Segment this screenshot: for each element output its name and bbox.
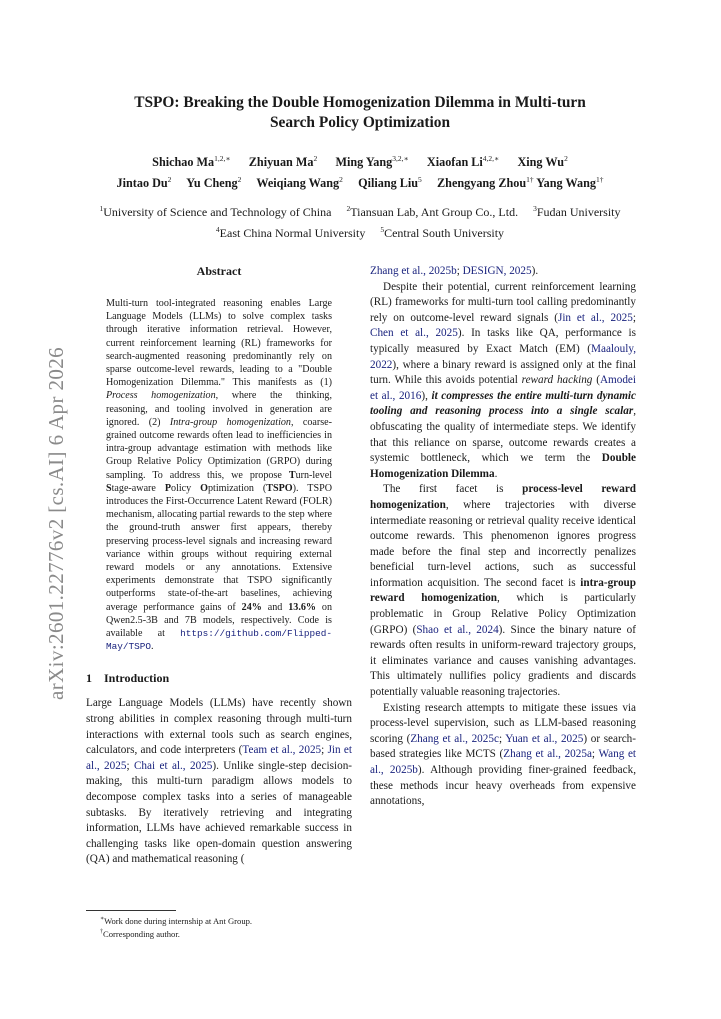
affiliation-name: Fudan University [536,205,621,219]
left-column [86,264,352,868]
author-name: Weiqiang Wang [256,176,340,191]
author-affiliation-mark: 2 [564,154,568,163]
author-affiliation-mark: 1,2,∗ [214,154,231,163]
author-affiliation-mark: 5 [418,175,422,185]
intro-paragraph-4: Existing research attempts to mitigate these issues via process-level supervision, such as LLM-based reasoning scoring (Zhang et al., 2025c; Yuan et al., 2025) or search-based strategies like MCTS (Zhang et al., 2025a; Wang et al., 2025b). Although providing finer-grained feedback, these methods incur heavy overheads from expensive annotations, [370,701,637,808]
citation-link[interactable]: Yuan et al., 2025 [505,732,584,745]
intro-paragraph-2: Despite their potential, current reinforcement learning (RL) frameworks for multi-turn tool calling predominantly rely on outcome-level reward signals (Jin et al., 2025; Chen et al., 2025). In tasks like QA, performance is typically measured by Exact Match (EM) (Maalouly, 2022), where a binary reward is assigned only at the final turn. While this avoids potential reward hacking (Amodei et al., 2016), it compresses the entire multi-turn dynamic tooling and reasoning process into a single scalar, obfuscating the quality of intermediate steps. We identify that this reliance on sparse, outcome rewards creates a systemic bottleneck, which we term the Double Homogenization Dilemma. [370,280,636,480]
footnote-2: †Corresponding author. [100,929,180,940]
affiliation-name: University of Science and Technology of China [103,205,332,219]
abstract-text: Multi-turn tool-integrated reasoning enables Large Language Models (LLMs) to solve complex tasks through iterative information retrieval. However, current reinforcement learning (RL) frameworks for search-augmented reasoning predominantly rely on sparse outcome-level rewards, leading to a "Double Homogenization Dilemma." This manifests as (1) Process homogenization, where the thinking, reasoning, and tooling involved in generation are ignored. (2) Intra-group homogenization, coarse-grained outcome rewards often lead to inefficiencies in intra-group advantage estimation with methods like Group Relative Policy Optimization (GRPO) during sampling. To address this, we propose Turn-level Stage-aware Policy Optimization (TSPO). TSPO introduces the First-Occurrence Latent Reward (FOLR) mechanism, allocating partial rewards to the step where the ground-truth answer first appears, thereby preserving process-level signals and increasing reward variance within groups without requiring external reward models or any annotations. Extensive experiments demonstrate that TSPO significantly outperforms state-of-the-art baselines, achieving average performance gains of 24% and 13.6% on Qwen2.5-3B and 7B models, respectively. Code is available at https://github.com/Flipped-May/TSPO. [106,298,332,653]
affiliation-name: East China Normal University [219,226,366,240]
affiliation-name: Tiansuan Lab, Ant Group Co., Ltd. [350,205,519,219]
affiliation-mark: 2 [346,204,351,213]
intro-paragraph-3: The first facet is process-level reward homogenization, where trajectories with diverse intermediate reasoning or retrieval quality receive identical outcome rewards. This phenomenon ignores progress made before the final step and incorrectly penalizes beneficial turn-level actions, such as successful information acquisition. The second facet is intra-group reward homogenization, which is particularly problematic in Group Relative Policy Optimization (GRPO) (Shao et al., 2024). Since the binary nature of rewards often results in uniform-reward trajectory groups, it eliminates variance and causes vanishing advantages. This ultimately nullifies policy gradients and discards potentially valuable reasoning trajectories. [370,483,637,699]
intro-paragraph-1-continued: Zhang et al., 2025b; DESIGN, 2025). [370,265,539,277]
author-name: Zhiyuan Ma [248,155,314,170]
citation-link[interactable]: Shao et al., 2024 [416,623,499,636]
affiliation-mark: 3 [533,204,537,213]
citation-link[interactable]: Team et al., 2025 [242,744,322,757]
citation-link[interactable]: Maalouly, 2022 [370,342,636,371]
arxiv-identifier[interactable]: arXiv:2601.22776v2 [cs.AI] 6 Apr 2026 [44,346,68,700]
author-line-2 [50,171,670,192]
author-list [50,150,670,192]
author-affiliation-mark: 2 [313,154,318,163]
footnote-divider [86,910,176,911]
right-column [370,264,636,810]
title-line-2: Search Policy Optimization [269,114,451,131]
affiliation-mark: 1 [99,204,104,213]
code-link[interactable]: https://github.com/Flipped-May/TSPO [106,628,332,653]
citation-link[interactable]: Wang et al., 2025b [370,748,637,776]
abstract-heading: Abstract [196,264,242,278]
citation-link[interactable]: Chai et al., 2025 [133,759,213,772]
author-name: Zhengyang Zhou [437,176,527,191]
author-affiliation-mark: 2 [237,175,242,185]
citation-link[interactable]: Chen et al., 2025 [370,327,458,340]
citation-link[interactable]: DESIGN, 2025 [462,265,532,277]
author-name: Jintao Du [116,176,168,191]
citation-link[interactable]: Jin et al., 2025 [86,744,352,772]
affiliation-list [30,200,690,242]
citation-link[interactable]: Zhang et al., 2025a [503,748,592,761]
citation-link[interactable]: Amodei et al., 2016 [370,374,636,402]
author-name: Xiaofan Li [426,155,483,170]
author-name: Ming Yang [335,155,393,170]
paper-title [80,93,640,133]
citation-link[interactable]: Zhang et al., 2025b [370,265,457,277]
author-affiliation-mark: 1† [595,175,604,185]
author-name: Yang Wang [536,176,596,191]
author-affiliation-mark: 2 [339,175,343,185]
author-affiliation-mark: 2 [167,175,172,185]
title-line-1: TSPO: Breaking the Double Homogenization Dilemma in Multi-turn [134,94,586,111]
citation-link[interactable]: Zhang et al., 2025c [410,732,499,745]
author-name: Shichao Ma [152,155,215,170]
author-affiliation-mark: 1† [526,175,534,185]
affiliation-mark: 5 [380,225,385,234]
author-affiliation-mark: 4,2,∗ [482,154,500,163]
citation-link[interactable]: Jin et al., 2025 [557,311,633,324]
author-name: Yu Cheng [186,176,238,191]
arxiv-stamp [14,320,68,700]
affiliation-mark: 4 [215,225,220,234]
footnotes [86,910,352,941]
author-affiliation-mark: 3,2,∗ [392,154,409,163]
author-name: Xing Wu [517,155,565,170]
author-name: Qiliang Liu [358,176,419,191]
section-heading-introduction: 1 Introduction [86,671,170,686]
footnote-1: ∗Work done during internship at Ant Group. [100,915,253,926]
author-line-1 [50,150,670,171]
affiliation-line-1 [30,200,690,221]
affiliation-line-2 [30,221,690,242]
affiliation-name: Central South University [384,226,505,240]
intro-paragraph-1: Large Language Models (LLMs) have recently shown strong abilities in complex reasoning through multi-turn interactions with external tools such as search engines, calculators, and code interpreters (Team et al., 2025; Jin et al., 2025; Chai et al., 2025). Unlike single-step decision-making, this multi-turn paradigm allows models to decompose complex tasks into a series of manageable subtasks. By iteratively retrieving and integrating information, LLMs have achieved remarkable success in challenging tasks like open-domain question answering (QA) and mathematical reasoning ( [86,697,353,866]
